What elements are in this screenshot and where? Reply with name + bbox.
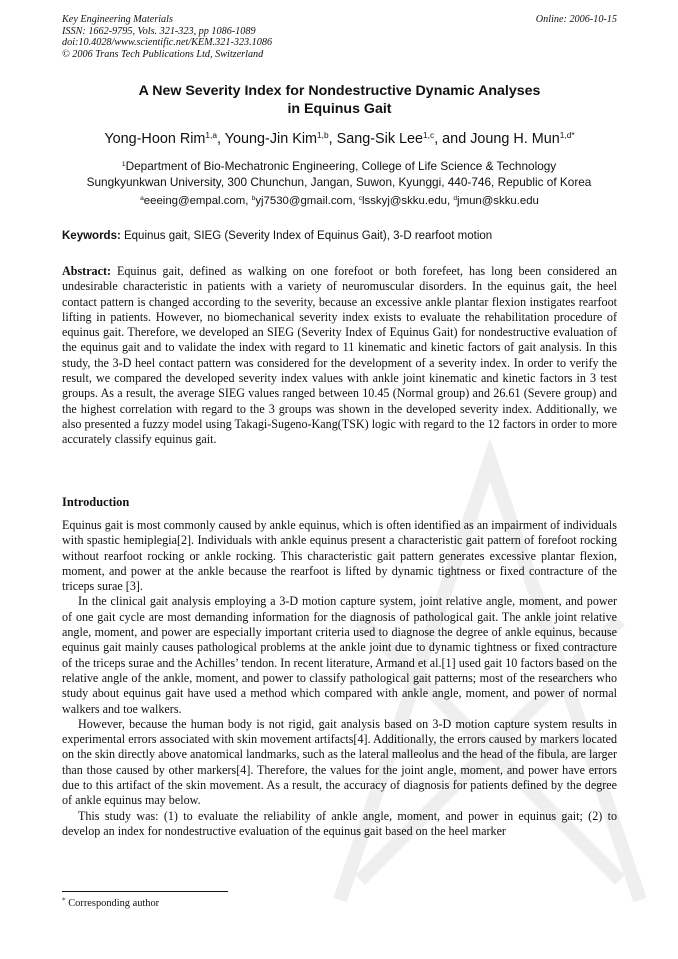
online-date: Online: 2006-10-15 [535,14,617,25]
footnote-mark: * [62,896,66,905]
email-separator: , [352,195,359,207]
email-sup: d [453,194,458,202]
affiliation-sup: 1 [121,160,126,168]
affiliation-line-2: Sungkyunkwan University, 300 Chunchun, Jangan, Suwon, Kyunggi, 440-746, Republic of Korea [86,175,592,189]
keywords [62,229,622,243]
author-separator: , and [434,131,471,147]
title-line-1: A New Severity Index for Nondestructive Dynamic Analyses [138,83,541,99]
author-name: Yong-Hoon Rim [104,131,206,147]
paper-title [62,82,617,118]
paragraph: However, because the human body is not rigid, gait analysis based on 3-D motion capture system results in experimental errors associated with skin movement artifacts[4]. Additionally, the errors caused by markers located on the skin directly above anatomical landmarks, such as the lateral malleolus and the head of the fibula, are larger than those caused by other markers[4]. Therefore, the values for the joint angle, moment, and power have errors due to this artifact of the skin movement. As a result, the accuracy of diagnosis for patients defined by the degree of ankle equinus may below. [62,716,617,808]
issn-line: ISSN: 1662-9795, Vols. 321-323, pp 1086-1089 [62,25,256,37]
author-separator: , [217,131,225,147]
journal-header [62,14,617,60]
email-sup: a [140,194,144,202]
author-list [62,130,617,148]
affiliation [40,158,638,190]
email-address: eeeing@empal.com [143,195,246,207]
footnote-rule [62,891,228,892]
title-line-2: in Equinus Gait [287,101,392,117]
keywords-label: Keywords: [62,230,121,242]
email-separator: , [447,195,454,207]
paragraph: This study was: (1) to evaluate the reliability of ankle angle, moment, and power in equinus gait; (2) to develop an index for nondestructive evaluation of the equinus gait based on the heel marker [62,808,617,838]
author-sup: 1,d* [559,129,575,140]
doi-line: doi:10.4028/www.scientific.net/KEM.321-323.1086 [62,37,273,49]
author-name: Young-Jin Kim [224,131,318,147]
paragraph: Equinus gait is most commonly caused by ankle equinus, which is often identified as an impairment of individuals with spastic hemiplegia[2]. Individuals with ankle equinus present a characteristic gait pattern of forefoot rocking without rearfoot rocking or ankle rocking. This characteristic gait pattern generates excessive plantar flexion, moment, and power at the ankle because the rearfoot is lifted by dynamic tightness or fixed contracture of the triceps surae [3]. [62,518,617,594]
affiliation-line-1 [40,158,638,174]
author-name: Sang-Sik Lee [336,131,424,147]
author-sup: 1,b [317,129,329,140]
email-address: jmun@skku.edu [457,195,539,207]
introduction-body [62,518,617,839]
author-name: Joung H. Mun [470,131,560,147]
paragraph: In the clinical gait analysis employing a 3-D motion capture system, joint relative angle, moment, and power of one gait cycle are most demanding information for the diagnosis of pathological gait. The ankle joint relative angle, moment, and power are especially important criteria used to diagnose the degree of ankle equinus, because equinus gait mainly causes pathological problems at the ankle joint due to dynamic tightness or fixed contracture of the triceps surae and the Achilles’ tendon. In recent literature, Armand et al.[1] used gait 10 factors based on the relative angle of the ankle, moment, and power to classify pathological gait patterns; most of the researchers who study about equinus gait have used a method which compared with ankle angle, moment, and power of normal walkers and toe walkers. [62,594,617,716]
email-separator: , [245,195,252,207]
abstract [62,264,617,448]
affiliation-text-1: Department of Bio-Mechatronic Engineering, College of Life Science & Technology [125,159,557,173]
keywords-text: Equinus gait, SIEG (Severity Index of Equinus Gait), 3-D rearfoot motion [120,230,493,242]
author-sup: 1,c [423,129,435,140]
email-sup: c [358,194,363,202]
footnote [62,898,159,909]
abstract-label: Abstract: [62,264,112,278]
email-address: lsskyj@skku.edu [362,195,448,207]
journal-name: Key Engineering Materials [62,14,173,25]
email-sup: b [251,194,256,202]
copyright-line: © 2006 Trans Tech Publications Ltd, Switzerland [62,48,264,60]
author-separator: , [328,131,337,147]
footnote-text: Corresponding author [65,898,160,909]
abstract-text: Equinus gait, defined as walking on one forefoot or both forefeet, has long been considered an undesirable characteristic in patients with a variety of neuromuscular disorders. In the equinus gait, the heel contact pattern is changed according to the severity, because an excessive ankle plantar flexion instigates rearfoot lifting in patients. However, no biomechanical severity index exists to evaluate the rehabilitation procedure of equinus gait. Therefore, we developed an SIEG (Severity Index of Equinus Gait) for nondestructive evaluation of the equinus gait and to validate the index with regard to 11 kinematic and kinetic factors of gait analysis. In this study, the 3-D heel contact pattern was considered for the development of a severity index. In order to verify the result, we compared the developed severity index values with ankle joint kinematic and kinetic factors in 3 test groups. As a result, the average SIEG values ranged between 10.45 (Normal group) and 26.61 (Severe group) and the highest correlation with regard to the 3 groups was shown in the developed severity index. Additionally, we also presented a fuzzy model using Takagi-Sugeno-Kang(TSK) logic with regard to the 12 factors in order to more accurately classify equinus gait. [62,264,617,447]
section-heading-introduction: Introduction [62,495,130,509]
email-address: yj7530@gmail.com [255,195,353,207]
author-sup: 1,a [205,129,218,140]
email-list [62,194,617,208]
